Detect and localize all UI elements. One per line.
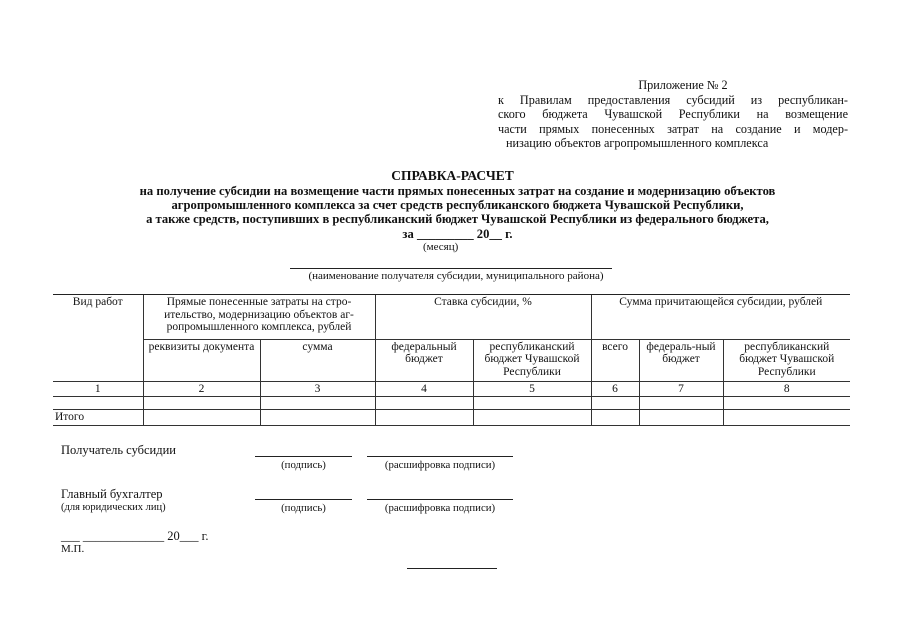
table-cell[interactable]: [639, 397, 723, 410]
accountant-signature-line[interactable]: [255, 499, 352, 500]
header-rate-republic: республиканский бюджет Чувашской Республики: [473, 339, 591, 381]
date-day-blank[interactable]: ___: [61, 529, 80, 543]
stamp-label: М.П.: [61, 543, 85, 555]
header-sum-federal: федераль-ный бюджет: [639, 339, 723, 381]
header-direct-costs: Прямые понесенные затраты на стро-ительство, модернизацию объектов аг-ропромышленного комплекса, рублей: [143, 295, 375, 339]
appendix-block: [498, 78, 848, 151]
table-cell[interactable]: [143, 397, 260, 410]
table-cell[interactable]: [473, 410, 591, 426]
column-number-row: [53, 381, 850, 397]
header-work-type: Вид работ: [53, 295, 143, 381]
period-prefix: за: [402, 226, 414, 241]
table-cell[interactable]: [260, 397, 375, 410]
column-number: 1: [53, 381, 143, 397]
recipient-label: Получатель субсидии: [61, 443, 176, 457]
column-number: 8: [723, 381, 850, 397]
table-cell[interactable]: [591, 410, 639, 426]
column-number: 5: [473, 381, 591, 397]
header-costs-sum: сумма: [260, 339, 375, 381]
column-number: 6: [591, 381, 639, 397]
table-cell[interactable]: [375, 397, 473, 410]
table-cell[interactable]: [473, 397, 591, 410]
appendix-line: ского бюджета Чувашской Республики на возмещение: [498, 107, 848, 121]
table-cell[interactable]: [723, 410, 850, 426]
appendix-line: к Правилам предоставления субсидий из республикан-: [498, 92, 848, 107]
month-caption: (месяц): [423, 241, 459, 253]
signature-caption: (подпись): [281, 502, 326, 514]
table-cell[interactable]: [375, 410, 473, 426]
appendix-line: части прямых понесенных затрат на создание и модер-: [498, 121, 848, 136]
header-sum-total: всего: [591, 339, 639, 381]
appendix-number: Приложение № 2: [638, 78, 728, 92]
table-cell[interactable]: [639, 410, 723, 426]
date-line: [61, 529, 208, 544]
period-line: [40, 227, 875, 241]
recipient-caption: (наименование получателя субсидии, муниципального района): [308, 270, 604, 282]
decode-caption: (расшифровка подписи): [384, 502, 496, 514]
header-rate-federal: федеральный бюджет: [375, 339, 473, 381]
column-number: 7: [639, 381, 723, 397]
table-cell[interactable]: [723, 397, 850, 410]
table-cell[interactable]: [260, 410, 375, 426]
appendix-line: низацию объектов агропромышленного комплекса: [506, 136, 769, 150]
decode-caption: (расшифровка подписи): [384, 459, 496, 471]
table-cell[interactable]: [53, 397, 143, 410]
period-year[interactable]: 20__ г.: [476, 226, 513, 241]
document-title: СПРАВКА-РАСЧЕТ: [391, 168, 514, 183]
calculation-table: [53, 295, 850, 426]
recipient-decode-line[interactable]: [367, 456, 513, 457]
recipient-name-line[interactable]: [290, 268, 612, 269]
table-cell[interactable]: [591, 397, 639, 410]
table-row: [53, 397, 850, 410]
column-number: 3: [260, 381, 375, 397]
total-label: Итого: [53, 410, 143, 426]
header-subsidy-rate: Ставка субсидии, %: [375, 295, 591, 339]
subtitle-line: а также средств, поступивших в республиканский бюджет Чувашской Республики из федерального бюджета,: [146, 212, 769, 227]
subtitle-line: на получение субсидии на возмещение части прямых понесенных затрат на создание и модернизацию объектов: [139, 184, 776, 198]
date-year[interactable]: 20___ г.: [167, 529, 209, 543]
bottom-separator: [407, 568, 497, 569]
header-document-details: реквизиты документа: [143, 339, 260, 381]
total-row: [53, 410, 850, 426]
signature-caption: (подпись): [281, 459, 326, 471]
header-subsidy-sum: Сумма причитающейся субсидии, рублей: [591, 295, 850, 339]
accountant-label: Главный бухгалтер: [61, 487, 163, 501]
document-subtitle: [40, 184, 875, 241]
accountant-note: (для юридических лиц): [61, 502, 166, 513]
table-cell[interactable]: [143, 410, 260, 426]
header-sum-republic: республиканский бюджет Чувашской Республики: [723, 339, 850, 381]
recipient-signature-line[interactable]: [255, 456, 352, 457]
subtitle-line: агропромышленного комплекса за счет средств республиканского бюджета Чувашской Республики,: [171, 198, 744, 213]
period-month-blank[interactable]: _________: [416, 226, 474, 241]
date-month-blank[interactable]: _____________: [82, 529, 165, 543]
column-number: 2: [143, 381, 260, 397]
column-number: 4: [375, 381, 473, 397]
accountant-decode-line[interactable]: [367, 499, 513, 500]
